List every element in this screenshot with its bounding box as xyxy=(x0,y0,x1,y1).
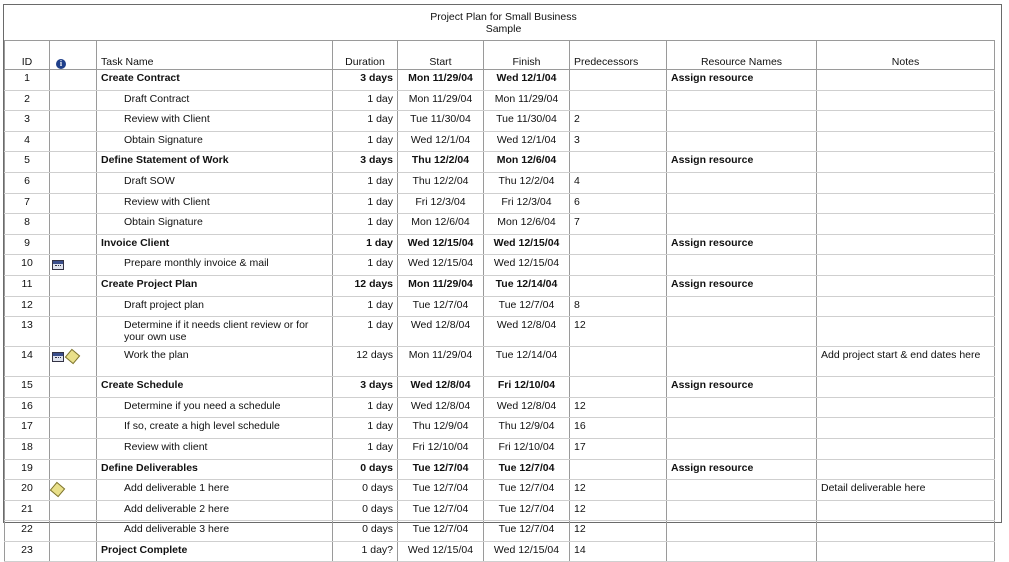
col-header-finish[interactable]: Finish xyxy=(484,41,570,70)
task-notes[interactable] xyxy=(817,255,995,276)
task-name[interactable]: Determine if it needs client review or for your own use xyxy=(97,317,333,347)
task-predecessors[interactable] xyxy=(570,377,667,398)
task-finish[interactable]: Tue 12/7/04 xyxy=(484,459,570,480)
task-duration[interactable]: 1 day xyxy=(333,193,398,214)
task-resource[interactable] xyxy=(667,193,817,214)
task-predecessors[interactable] xyxy=(570,347,667,377)
task-row[interactable] xyxy=(5,480,995,501)
task-notes[interactable] xyxy=(817,521,995,542)
task-finish[interactable]: Thu 12/2/04 xyxy=(484,172,570,193)
task-finish[interactable]: Wed 12/1/04 xyxy=(484,131,570,152)
task-duration[interactable]: 1 day xyxy=(333,317,398,347)
task-resource[interactable] xyxy=(667,111,817,132)
task-finish[interactable]: Fri 12/10/04 xyxy=(484,438,570,459)
task-row[interactable] xyxy=(5,397,995,418)
indicators-cell[interactable] xyxy=(50,480,97,501)
task-finish[interactable]: Tue 11/30/04 xyxy=(484,111,570,132)
task-start[interactable]: Mon 11/29/04 xyxy=(398,347,484,377)
task-row[interactable] xyxy=(5,317,995,347)
task-predecessors[interactable] xyxy=(570,275,667,296)
task-notes[interactable] xyxy=(817,459,995,480)
task-finish[interactable]: Fri 12/10/04 xyxy=(484,377,570,398)
task-notes[interactable] xyxy=(817,438,995,459)
task-id[interactable]: 6 xyxy=(5,172,50,193)
task-start[interactable]: Mon 11/29/04 xyxy=(398,90,484,111)
task-notes[interactable] xyxy=(817,275,995,296)
task-duration[interactable]: 1 day? xyxy=(333,541,398,562)
task-row[interactable] xyxy=(5,90,995,111)
document-title: Project Plan for Small Business xyxy=(430,11,577,23)
task-resource[interactable] xyxy=(667,214,817,235)
task-id[interactable]: 1 xyxy=(5,70,50,91)
indicators-cell[interactable] xyxy=(50,347,97,377)
task-start[interactable]: Wed 12/1/04 xyxy=(398,131,484,152)
indicators-cell[interactable] xyxy=(50,521,97,542)
indicators-cell[interactable] xyxy=(50,90,97,111)
task-duration[interactable]: 3 days xyxy=(333,377,398,398)
task-name[interactable]: Add deliverable 3 here xyxy=(97,521,333,542)
task-name[interactable]: Create Project Plan xyxy=(97,275,333,296)
col-header-start[interactable]: Start xyxy=(398,41,484,70)
task-resource[interactable]: Assign resource xyxy=(667,152,817,173)
indicators-cell[interactable] xyxy=(50,296,97,317)
task-id[interactable]: 21 xyxy=(5,500,50,521)
task-row[interactable] xyxy=(5,255,995,276)
task-predecessors[interactable]: 7 xyxy=(570,214,667,235)
task-finish[interactable]: Tue 12/14/04 xyxy=(484,275,570,296)
task-name[interactable]: Work the plan xyxy=(97,347,333,377)
task-predecessors[interactable]: 6 xyxy=(570,193,667,214)
task-id[interactable]: 2 xyxy=(5,90,50,111)
task-resource[interactable]: Assign resource xyxy=(667,234,817,255)
task-start[interactable]: Mon 11/29/04 xyxy=(398,275,484,296)
task-id[interactable]: 8 xyxy=(5,214,50,235)
task-row[interactable] xyxy=(5,193,995,214)
task-start[interactable]: Tue 11/30/04 xyxy=(398,111,484,132)
task-predecessors[interactable]: 12 xyxy=(570,317,667,347)
task-duration[interactable]: 0 days xyxy=(333,521,398,542)
col-header-predecessors[interactable]: Predecessors xyxy=(570,41,667,70)
task-id[interactable]: 7 xyxy=(5,193,50,214)
task-row[interactable] xyxy=(5,438,995,459)
task-duration[interactable]: 1 day xyxy=(333,90,398,111)
task-row[interactable] xyxy=(5,131,995,152)
task-duration[interactable]: 1 day xyxy=(333,255,398,276)
task-start[interactable]: Wed 12/15/04 xyxy=(398,255,484,276)
task-finish[interactable]: Wed 12/8/04 xyxy=(484,317,570,347)
task-predecessors[interactable] xyxy=(570,255,667,276)
task-name[interactable]: Create Schedule xyxy=(97,377,333,398)
indicators-cell[interactable] xyxy=(50,275,97,296)
task-resource[interactable] xyxy=(667,397,817,418)
col-header-notes[interactable]: Notes xyxy=(817,41,995,70)
task-notes[interactable]: Detail deliverable here xyxy=(817,480,995,501)
task-notes[interactable] xyxy=(817,131,995,152)
task-duration[interactable]: 0 days xyxy=(333,459,398,480)
task-resource[interactable] xyxy=(667,541,817,562)
task-resource[interactable] xyxy=(667,131,817,152)
task-start[interactable]: Thu 12/2/04 xyxy=(398,172,484,193)
task-name[interactable]: Add deliverable 2 here xyxy=(97,500,333,521)
task-notes[interactable] xyxy=(817,296,995,317)
task-start[interactable]: Wed 12/8/04 xyxy=(398,317,484,347)
indicators-cell[interactable] xyxy=(50,317,97,347)
task-name[interactable]: If so, create a high level schedule xyxy=(97,418,333,439)
task-finish[interactable]: Mon 12/6/04 xyxy=(484,214,570,235)
task-predecessors[interactable] xyxy=(570,70,667,91)
task-id[interactable]: 13 xyxy=(5,317,50,347)
task-name[interactable]: Invoice Client xyxy=(97,234,333,255)
task-notes[interactable] xyxy=(817,214,995,235)
task-id[interactable]: 18 xyxy=(5,438,50,459)
indicators-cell[interactable] xyxy=(50,131,97,152)
task-name[interactable]: Draft SOW xyxy=(97,172,333,193)
task-finish[interactable]: Wed 12/8/04 xyxy=(484,397,570,418)
task-duration[interactable]: 0 days xyxy=(333,500,398,521)
task-row[interactable] xyxy=(5,152,995,173)
task-duration[interactable]: 3 days xyxy=(333,152,398,173)
task-finish[interactable]: Wed 12/15/04 xyxy=(484,255,570,276)
task-resource[interactable] xyxy=(667,317,817,347)
indicators-cell[interactable] xyxy=(50,438,97,459)
task-id[interactable]: 23 xyxy=(5,541,50,562)
task-finish[interactable]: Wed 12/15/04 xyxy=(484,541,570,562)
header-row xyxy=(5,41,995,70)
task-finish[interactable]: Mon 11/29/04 xyxy=(484,90,570,111)
task-notes[interactable] xyxy=(817,193,995,214)
indicators-cell[interactable] xyxy=(50,193,97,214)
task-notes[interactable] xyxy=(817,234,995,255)
indicators-cell[interactable] xyxy=(50,459,97,480)
task-resource[interactable]: Assign resource xyxy=(667,70,817,91)
task-id[interactable]: 19 xyxy=(5,459,50,480)
task-name[interactable]: Create Contract xyxy=(97,70,333,91)
task-row[interactable] xyxy=(5,214,995,235)
task-resource[interactable] xyxy=(667,296,817,317)
task-start[interactable]: Tue 12/7/04 xyxy=(398,521,484,542)
task-id[interactable]: 12 xyxy=(5,296,50,317)
task-finish[interactable]: Thu 12/9/04 xyxy=(484,418,570,439)
task-predecessors[interactable]: 4 xyxy=(570,172,667,193)
task-row[interactable] xyxy=(5,111,995,132)
task-name[interactable]: Obtain Signature xyxy=(97,131,333,152)
task-id[interactable]: 3 xyxy=(5,111,50,132)
task-duration[interactable]: 1 day xyxy=(333,397,398,418)
task-start[interactable]: Wed 12/8/04 xyxy=(398,397,484,418)
task-name[interactable]: Define Deliverables xyxy=(97,459,333,480)
task-notes[interactable] xyxy=(817,541,995,562)
task-row[interactable] xyxy=(5,377,995,398)
indicators-cell[interactable] xyxy=(50,418,97,439)
task-start[interactable]: Mon 11/29/04 xyxy=(398,70,484,91)
task-row[interactable] xyxy=(5,234,995,255)
note-icon[interactable] xyxy=(65,349,80,364)
task-start[interactable]: Wed 12/8/04 xyxy=(398,377,484,398)
indicators-cell[interactable] xyxy=(50,377,97,398)
task-start[interactable]: Tue 12/7/04 xyxy=(398,500,484,521)
task-notes[interactable] xyxy=(817,397,995,418)
indicators-cell[interactable] xyxy=(50,214,97,235)
task-id[interactable]: 17 xyxy=(5,418,50,439)
task-resource[interactable] xyxy=(667,347,817,377)
task-id[interactable]: 4 xyxy=(5,131,50,152)
task-predecessors[interactable] xyxy=(570,152,667,173)
indicators-cell[interactable] xyxy=(50,172,97,193)
task-duration[interactable]: 1 day xyxy=(333,438,398,459)
task-duration[interactable]: 1 day xyxy=(333,172,398,193)
indicators-cell[interactable] xyxy=(50,152,97,173)
task-finish[interactable]: Tue 12/14/04 xyxy=(484,347,570,377)
task-start[interactable]: Thu 12/2/04 xyxy=(398,152,484,173)
task-name[interactable]: Prepare monthly invoice & mail xyxy=(97,255,333,276)
task-predecessors[interactable] xyxy=(570,90,667,111)
task-resource[interactable] xyxy=(667,521,817,542)
task-name[interactable]: Project Complete xyxy=(97,541,333,562)
task-duration[interactable]: 0 days xyxy=(333,480,398,501)
task-duration[interactable]: 1 day xyxy=(333,296,398,317)
task-notes[interactable] xyxy=(817,172,995,193)
task-duration[interactable]: 3 days xyxy=(333,70,398,91)
task-name[interactable]: Review with Client xyxy=(97,111,333,132)
calendar-icon[interactable] xyxy=(52,352,64,362)
task-resource[interactable] xyxy=(667,90,817,111)
task-name[interactable]: Define Statement of Work xyxy=(97,152,333,173)
task-predecessors[interactable] xyxy=(570,459,667,480)
task-finish[interactable]: Mon 12/6/04 xyxy=(484,152,570,173)
task-notes[interactable] xyxy=(817,317,995,347)
task-row[interactable] xyxy=(5,541,995,562)
task-duration[interactable]: 1 day xyxy=(333,214,398,235)
task-duration[interactable]: 1 day xyxy=(333,111,398,132)
task-duration[interactable]: 1 day xyxy=(333,234,398,255)
task-row[interactable] xyxy=(5,70,995,91)
task-resource[interactable] xyxy=(667,500,817,521)
task-resource[interactable] xyxy=(667,172,817,193)
task-name[interactable]: Obtain Signature xyxy=(97,214,333,235)
col-header-indicators[interactable] xyxy=(50,41,97,70)
task-start[interactable]: Fri 12/3/04 xyxy=(398,193,484,214)
task-id[interactable]: 11 xyxy=(5,275,50,296)
indicators-cell[interactable] xyxy=(50,541,97,562)
task-id[interactable]: 5 xyxy=(5,152,50,173)
task-id[interactable]: 22 xyxy=(5,521,50,542)
task-finish[interactable]: Wed 12/15/04 xyxy=(484,234,570,255)
task-row[interactable] xyxy=(5,521,995,542)
task-notes[interactable] xyxy=(817,111,995,132)
task-duration[interactable]: 12 days xyxy=(333,275,398,296)
task-predecessors[interactable]: 17 xyxy=(570,438,667,459)
task-predecessors[interactable]: 12 xyxy=(570,397,667,418)
task-name[interactable]: Draft project plan xyxy=(97,296,333,317)
indicators-cell[interactable] xyxy=(50,234,97,255)
task-resource[interactable] xyxy=(667,480,817,501)
task-duration[interactable]: 12 days xyxy=(333,347,398,377)
col-header-duration[interactable]: Duration xyxy=(333,41,398,70)
task-predecessors[interactable]: 16 xyxy=(570,418,667,439)
task-body xyxy=(5,70,995,562)
task-start[interactable]: Wed 12/15/04 xyxy=(398,234,484,255)
document-subtitle: Sample xyxy=(485,23,522,35)
task-start[interactable]: Thu 12/9/04 xyxy=(398,418,484,439)
task-id[interactable]: 16 xyxy=(5,397,50,418)
task-row[interactable] xyxy=(5,418,995,439)
task-id[interactable]: 20 xyxy=(5,480,50,501)
task-finish[interactable]: Wed 12/1/04 xyxy=(484,70,570,91)
task-row[interactable] xyxy=(5,172,995,193)
task-resource[interactable] xyxy=(667,255,817,276)
task-id[interactable]: 15 xyxy=(5,377,50,398)
task-notes[interactable] xyxy=(817,70,995,91)
task-notes[interactable] xyxy=(817,418,995,439)
task-predecessors[interactable]: 3 xyxy=(570,131,667,152)
task-start[interactable]: Tue 12/7/04 xyxy=(398,296,484,317)
indicators-cell[interactable] xyxy=(50,255,97,276)
col-header-task-name[interactable]: Task Name xyxy=(97,41,333,70)
task-id[interactable]: 10 xyxy=(5,255,50,276)
task-row[interactable] xyxy=(5,296,995,317)
task-notes[interactable] xyxy=(817,152,995,173)
task-finish[interactable]: Tue 12/7/04 xyxy=(484,480,570,501)
note-icon[interactable] xyxy=(50,482,65,497)
col-header-resource-names[interactable]: Resource Names xyxy=(667,41,817,70)
task-start[interactable]: Mon 12/6/04 xyxy=(398,214,484,235)
task-row[interactable] xyxy=(5,459,995,480)
col-header-id[interactable]: ID xyxy=(5,41,50,70)
task-resource[interactable] xyxy=(667,418,817,439)
info-icon: i xyxy=(56,59,66,69)
task-start[interactable]: Tue 12/7/04 xyxy=(398,459,484,480)
task-notes[interactable] xyxy=(817,377,995,398)
task-name[interactable]: Review with Client xyxy=(97,193,333,214)
task-duration[interactable]: 1 day xyxy=(333,418,398,439)
task-name[interactable]: Determine if you need a schedule xyxy=(97,397,333,418)
task-name[interactable]: Review with client xyxy=(97,438,333,459)
task-finish[interactable]: Fri 12/3/04 xyxy=(484,193,570,214)
task-finish[interactable]: Tue 12/7/04 xyxy=(484,296,570,317)
task-name[interactable]: Draft Contract xyxy=(97,90,333,111)
task-row[interactable] xyxy=(5,500,995,521)
task-predecessors[interactable]: 8 xyxy=(570,296,667,317)
task-resource[interactable]: Assign resource xyxy=(667,459,817,480)
task-predecessors[interactable]: 12 xyxy=(570,480,667,501)
indicators-cell[interactable] xyxy=(50,111,97,132)
task-predecessors[interactable]: 14 xyxy=(570,541,667,562)
indicators-cell[interactable] xyxy=(50,500,97,521)
task-finish[interactable]: Tue 12/7/04 xyxy=(484,521,570,542)
task-resource[interactable] xyxy=(667,438,817,459)
task-resource[interactable]: Assign resource xyxy=(667,275,817,296)
indicators-cell[interactable] xyxy=(50,397,97,418)
task-table xyxy=(4,40,995,562)
task-id[interactable]: 14 xyxy=(5,347,50,377)
task-duration[interactable]: 1 day xyxy=(333,131,398,152)
task-name[interactable]: Add deliverable 1 here xyxy=(97,480,333,501)
task-notes[interactable] xyxy=(817,500,995,521)
task-row[interactable] xyxy=(5,275,995,296)
title-block xyxy=(4,11,1003,35)
indicators-cell[interactable] xyxy=(50,70,97,91)
task-notes[interactable]: Add project start & end dates here xyxy=(817,347,995,377)
task-finish[interactable]: Tue 12/7/04 xyxy=(484,500,570,521)
task-predecessors[interactable] xyxy=(570,234,667,255)
task-notes[interactable] xyxy=(817,90,995,111)
task-predecessors[interactable]: 2 xyxy=(570,111,667,132)
task-predecessors[interactable]: 12 xyxy=(570,500,667,521)
calendar-icon[interactable] xyxy=(52,260,64,270)
task-resource[interactable]: Assign resource xyxy=(667,377,817,398)
task-start[interactable]: Fri 12/10/04 xyxy=(398,438,484,459)
task-predecessors[interactable]: 12 xyxy=(570,521,667,542)
task-id[interactable]: 9 xyxy=(5,234,50,255)
task-start[interactable]: Tue 12/7/04 xyxy=(398,480,484,501)
task-start[interactable]: Wed 12/15/04 xyxy=(398,541,484,562)
task-row[interactable] xyxy=(5,347,995,377)
